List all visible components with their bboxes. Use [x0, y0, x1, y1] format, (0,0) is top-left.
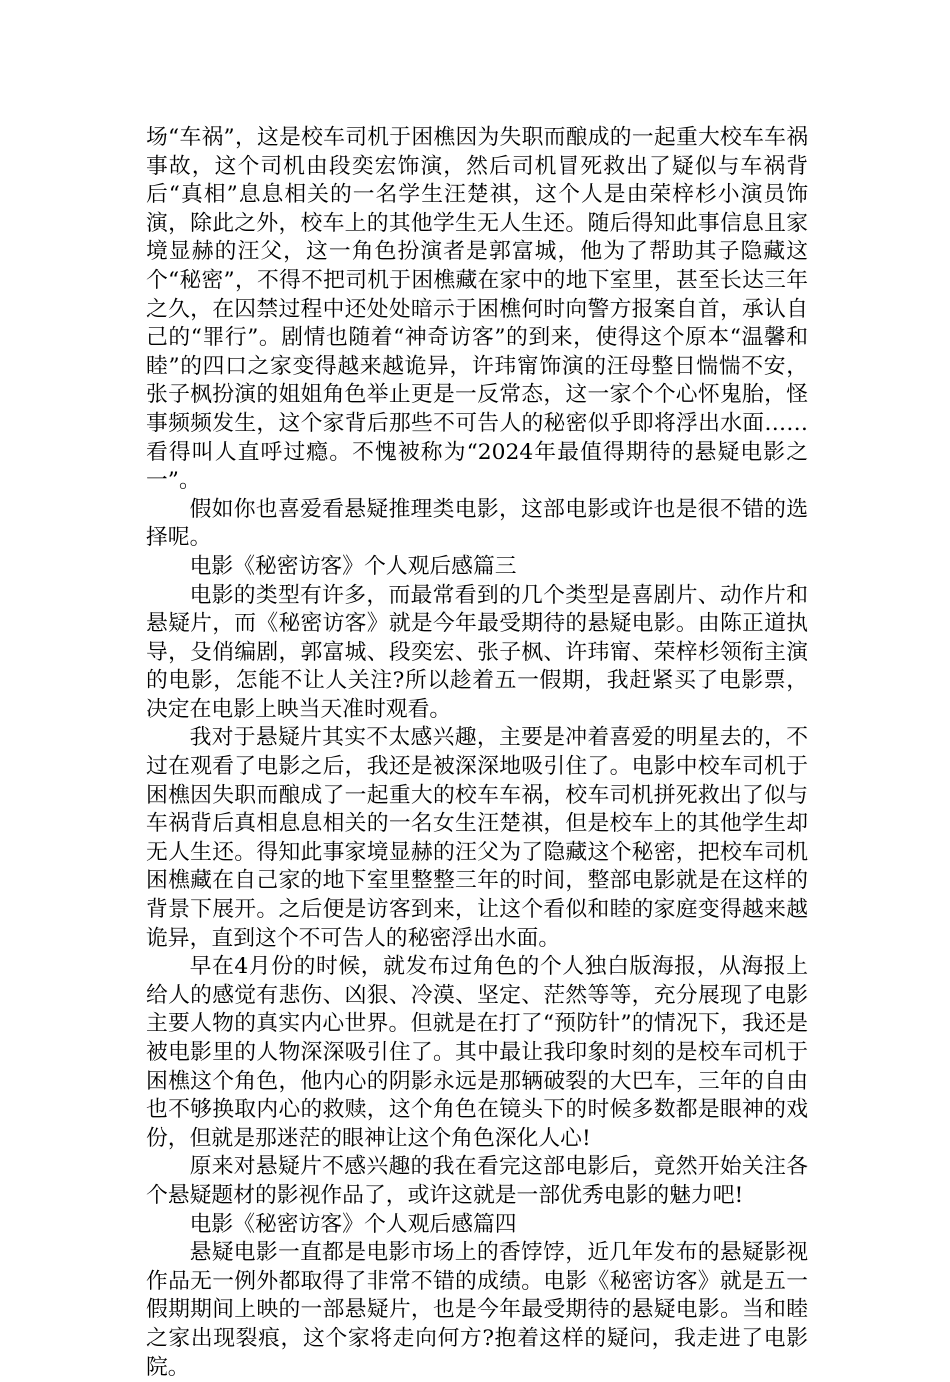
paragraph-continued: 场“车祸”，这是校车司机于困樵因为失职而酿成的一起重大校车车祸事故，这个司机由段奕宏饰演，然后司机冒死救出了疑似与车祸背后“真相”息息相关的一名学生汪楚祺，这个人是由荣梓杉小演员饰演，除此之外，校车上的其他学生无人生还。随后得知此事信息且家境显赫的汪父，这一角色扮演者是郭富城，他为了帮助其子隐藏这个“秘密”，不得不把司机于困樵藏在家中的地下室里，甚至长达三年之久，在囚禁过程中还处处暗示于困樵何时向警方报案自首，承认自己的“罪行”。剧情也随着“神奇访客”的到来，使得这个原本“温馨和睦”的四口之家变得越来越诡异，许玮甯饰演的汪母整日惴惴不安，张子枫扮演的姐姐角色举止更是一反常态，这一家个个心怀鬼胎，怪事频频发生，这个家背后那些不可告人的秘密似乎即将浮出水面……看得叫人直呼过瘾。不愧被称为“2024年最值得期待的悬疑电影之一”。: [146, 125, 808, 494]
document-body: [146, 124, 808, 1382]
paragraph: 电影的类型有许多，而最常看到的几个类型是喜剧片、动作片和悬疑片，而《秘密访客》就是今年最受期待的悬疑电影。由陈正道执导，殳俏编剧，郭富城、段奕宏、张子枫、许玮甯、荣梓杉领衔主演的电影，怎能不让人关注?所以趁着五一假期，我赶紧买了电影票，决定在电影上映当天准时观看。: [146, 582, 808, 722]
paragraph: 早在4月份的时候，就发布过角色的个人独白版海报，从海报上给人的感觉有悲伤、凶狠、冷漠、坚定、茫然等等，充分展现了电影主要人物的真实内心世界。但就是在打了“预防针”的情况下，我还是被电影里的人物深深吸引住了。其中最让我印象时刻的是校车司机于困樵这个角色，他内心的阴影永远是那辆破裂的大巴车，三年的自由也不够换取内心的救赎，这个角色在镜头下的时候多数都是眼神的戏份，但就是那迷茫的眼神让这个角色深化人心!: [146, 954, 808, 1151]
section-heading-4: 电影《秘密访客》个人观后感篇四: [189, 1211, 517, 1237]
paragraph: 我对于悬疑片其实不太感兴趣，主要是冲着喜爱的明星去的，不过在观看了电影之后，我还是被深深地吸引住了。电影中校车司机于困樵因失职而酿成了一起重大的校车车祸，校车司机拼死救出了似与车祸背后真相息息相关的一名女生汪楚祺，但是校车上的其他学生却无人生还。得知此事家境显赫的汪父为了隐藏这个秘密，把校车司机困樵藏在自己家的地下室里整整三年的时间，整部电影就是在这样的背景下展开。之后便是访客到来，让这个看似和睦的家庭变得越来越诡异，直到这个不可告人的秘密浮出水面。: [146, 725, 808, 951]
paragraph: 悬疑电影一直都是电影市场上的香饽饽，近几年发布的悬疑影视作品无一例外都取得了非常不错的成绩。电影《秘密访客》就是五一假期期间上映的一部悬疑片，也是今年最受期待的悬疑电影。当和睦之家出现裂痕，这个家将走向何方?抱着这样的疑问，我走进了电影院。: [146, 1240, 808, 1380]
paragraph: 原来对悬疑片不感兴趣的我在看完这部电影后，竟然开始关注各个悬疑题材的影视作品了，或许这就是一部优秀电影的魅力吧!: [146, 1154, 808, 1208]
section-heading-3: 电影《秘密访客》个人观后感篇三: [189, 553, 517, 579]
paragraph: 假如你也喜爱看悬疑推理类电影，这部电影或许也是很不错的选择呢。: [146, 496, 808, 551]
